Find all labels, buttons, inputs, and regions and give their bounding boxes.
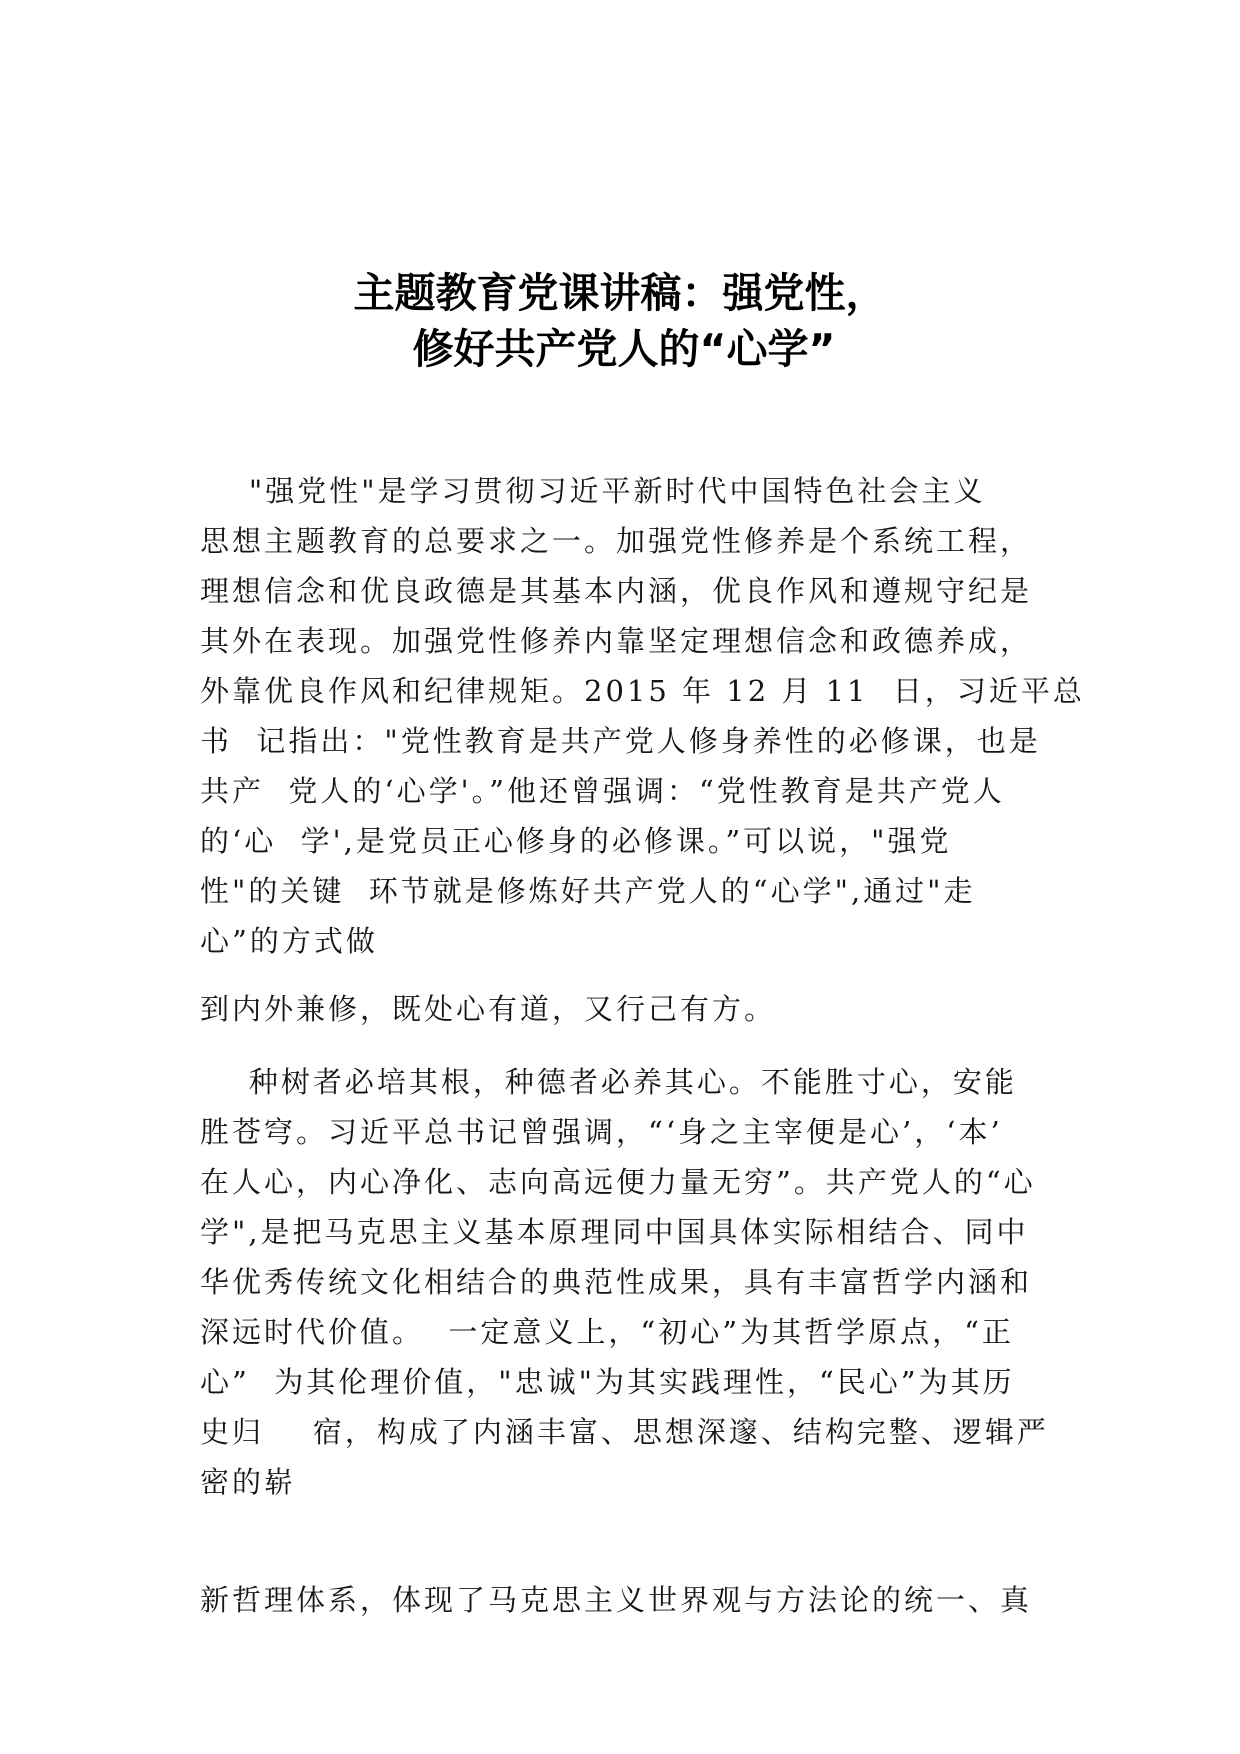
title-line-1: 主题教育党课讲稿：强党性， bbox=[353, 269, 887, 318]
title-line-2: 修好共产党人的“心学” bbox=[412, 325, 836, 374]
paragraph-4: 新哲理体系，体现了马克思主义世界观与方法论的统一、真 bbox=[200, 1583, 1033, 1617]
page-title bbox=[0, 265, 1240, 377]
paragraph-2: 到内外兼修，既处心有道，又行己有方。 bbox=[200, 992, 777, 1026]
paragraph-1: "强党性"是学习贯彻习近平新时代中国特色社会主义 思想主题教育的总要求之一。加强党性修养是个系统工程， 理想信念和优良政德是其基本内涵，优良作风和遵规守纪是 其外在表现。加强党性修养内靠坚定理想信念和政德养成， 外靠优良作风和纪律规矩。2015 年 12 月 11 日，习近平总 书 记指出："党性教育是共产党人修身养性的必修课，也是 共产 党人的‘心学'。”他还曾强调：“党性教育是共产党人 的‘心 学',是党员正心修身的必修课。”可以说，"强党 性"的关键 环节就是修炼好共产党人的“心学",通过"走 心”的方式做 bbox=[200, 474, 1085, 958]
paragraph-3: 种树者必培其根，种德者必养其心。不能胜寸心，安能 胜苍穹。习近平总书记曾强调，“‘身之主宰便是心’，‘本’ 在人心，内心净化、志向高远便力量无穷”。共产党人的“心 学",是把马克思主义基本原理同中国具体实际相结合、同中 华优秀传统文化相结合的典范性成果，具有丰富哲学内涵和 深远时代价值。 一定意义上，“初心”为其哲学原点，“正 心” 为其伦理价值，"忠诚"为其实践理性，“民心”为其历 史归 宿，构成了内涵丰富、思想深邃、结构完整、逻辑严 密的崭 bbox=[200, 1065, 1049, 1499]
